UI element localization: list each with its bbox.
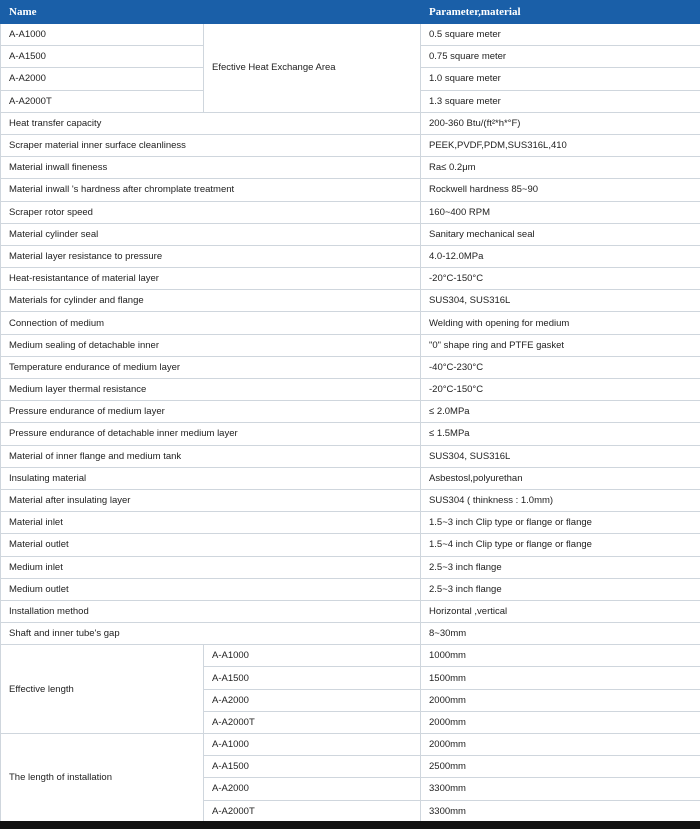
spec-value: 2.5~3 inch flange — [421, 578, 700, 600]
area-label: Efective Heat Exchange Area — [204, 24, 421, 113]
table-row — [1, 512, 700, 534]
area-value: 0.75 square meter — [421, 46, 700, 68]
table-row — [1, 645, 700, 667]
spec-value: PEEK,PVDF,PDM,SUS316L,410 — [421, 134, 700, 156]
spec-value: 8~30mm — [421, 623, 700, 645]
spec-value: "0" shape ring and PTFE gasket — [421, 334, 700, 356]
header-param: Parameter,material — [421, 1, 700, 24]
table-row — [1, 24, 700, 46]
installation-length-model: A-A1500 — [204, 756, 421, 778]
spec-value: ≤ 2.0MPa — [421, 401, 700, 423]
effective-length-value: 1500mm — [421, 667, 700, 689]
installation-length-value: 3300mm — [421, 778, 700, 800]
table-row — [1, 379, 700, 401]
table-row — [1, 600, 700, 622]
spec-name: Insulating material — [1, 467, 421, 489]
spec-name: Material inwall 's hardness after chromplate treatment — [1, 179, 421, 201]
table-row — [1, 223, 700, 245]
spec-name: Material layer resistance to pressure — [1, 245, 421, 267]
spec-value: -40°C-230°C — [421, 356, 700, 378]
spec-name: Shaft and inner tube's gap — [1, 623, 421, 645]
effective-length-model: A-A1000 — [204, 645, 421, 667]
header-name: Name — [1, 1, 421, 24]
spec-name: Material outlet — [1, 534, 421, 556]
spec-value: ≤ 1.5MPa — [421, 423, 700, 445]
table-row — [1, 312, 700, 334]
spec-value: Sanitary mechanical seal — [421, 223, 700, 245]
effective-length-model: A-A2000T — [204, 711, 421, 733]
table-row — [1, 734, 700, 756]
spec-value: SUS304, SUS316L — [421, 445, 700, 467]
spec-value: Horizontal ,vertical — [421, 600, 700, 622]
spec-name: Scraper material inner surface cleanliness — [1, 134, 421, 156]
table-row — [1, 201, 700, 223]
area-model: A-A2000 — [1, 68, 204, 90]
table-row — [1, 423, 700, 445]
spec-value: Rockwell hardness 85~90 — [421, 179, 700, 201]
spec-name: Materials for cylinder and flange — [1, 290, 421, 312]
table-row — [1, 623, 700, 645]
spec-name: Medium outlet — [1, 578, 421, 600]
installation-length-model: A-A2000T — [204, 800, 421, 822]
area-value: 1.0 square meter — [421, 68, 700, 90]
spec-value: 1.5~4 inch Clip type or flange or flange — [421, 534, 700, 556]
spec-value: 2.5~3 inch flange — [421, 556, 700, 578]
table-row — [1, 401, 700, 423]
area-model: A-A1500 — [1, 46, 204, 68]
area-model: A-A1000 — [1, 24, 204, 46]
spec-name: Material inlet — [1, 512, 421, 534]
spec-value: Welding with opening for medium — [421, 312, 700, 334]
spec-name: Installation method — [1, 600, 421, 622]
spec-value: 160~400 RPM — [421, 201, 700, 223]
spec-name: Connection of medium — [1, 312, 421, 334]
spec-rows — [1, 112, 700, 645]
installation-length-label: The length of installation — [1, 734, 204, 823]
table-row — [1, 334, 700, 356]
installation-length-value: 3300mm — [421, 800, 700, 822]
table-row — [1, 356, 700, 378]
table-row — [1, 112, 700, 134]
table-row — [1, 134, 700, 156]
spec-value: -20°C-150°C — [421, 268, 700, 290]
spec-name: Heat-resistantance of material layer — [1, 268, 421, 290]
installation-length-value: 2000mm — [421, 734, 700, 756]
table-row — [1, 489, 700, 511]
spec-name: Material of inner flange and medium tank — [1, 445, 421, 467]
spec-value: -20°C-150°C — [421, 379, 700, 401]
table-row — [1, 467, 700, 489]
spec-name: Pressure endurance of medium layer — [1, 401, 421, 423]
spec-value: SUS304, SUS316L — [421, 290, 700, 312]
bottom-bar — [0, 821, 700, 829]
table-row — [1, 157, 700, 179]
spec-name: Scraper rotor speed — [1, 201, 421, 223]
area-value: 1.3 square meter — [421, 90, 700, 112]
effective-length-model: A-A1500 — [204, 667, 421, 689]
installation-length-model: A-A2000 — [204, 778, 421, 800]
area-value: 0.5 square meter — [421, 24, 700, 46]
spec-value: 200-360 Btu/(ft²*h*°F) — [421, 112, 700, 134]
table-row — [1, 245, 700, 267]
effective-length-value: 2000mm — [421, 689, 700, 711]
spec-value: 4.0-12.0MPa — [421, 245, 700, 267]
spec-value: Ra≤ 0.2μm — [421, 157, 700, 179]
table-row — [1, 534, 700, 556]
table-row — [1, 445, 700, 467]
spec-name: Material after insulating layer — [1, 489, 421, 511]
spec-name: Medium inlet — [1, 556, 421, 578]
table-row — [1, 179, 700, 201]
spec-name: Material inwall fineness — [1, 157, 421, 179]
spec-name: Temperature endurance of medium layer — [1, 356, 421, 378]
effective-length-label: Effective length — [1, 645, 204, 734]
spec-name: Medium sealing of detachable inner — [1, 334, 421, 356]
table-row — [1, 268, 700, 290]
effective-length-value: 1000mm — [421, 645, 700, 667]
table-header-row — [1, 1, 700, 24]
installation-length-group — [1, 734, 700, 823]
area-model: A-A2000T — [1, 90, 204, 112]
spec-name: Medium layer thermal resistance — [1, 379, 421, 401]
effective-length-value: 2000mm — [421, 711, 700, 733]
table-row — [1, 578, 700, 600]
effective-length-model: A-A2000 — [204, 689, 421, 711]
installation-length-model: A-A1000 — [204, 734, 421, 756]
table-row — [1, 556, 700, 578]
table-row — [1, 290, 700, 312]
spec-value: 1.5~3 inch Clip type or flange or flange — [421, 512, 700, 534]
effective-length-group — [1, 645, 700, 734]
installation-length-value: 2500mm — [421, 756, 700, 778]
spec-name: Material cylinder seal — [1, 223, 421, 245]
spec-name: Heat transfer capacity — [1, 112, 421, 134]
spec-value: Asbestosl,polyurethan — [421, 467, 700, 489]
spec-value: SUS304 ( thinkness : 1.0mm) — [421, 489, 700, 511]
spec-name: Pressure endurance of detachable inner medium layer — [1, 423, 421, 445]
